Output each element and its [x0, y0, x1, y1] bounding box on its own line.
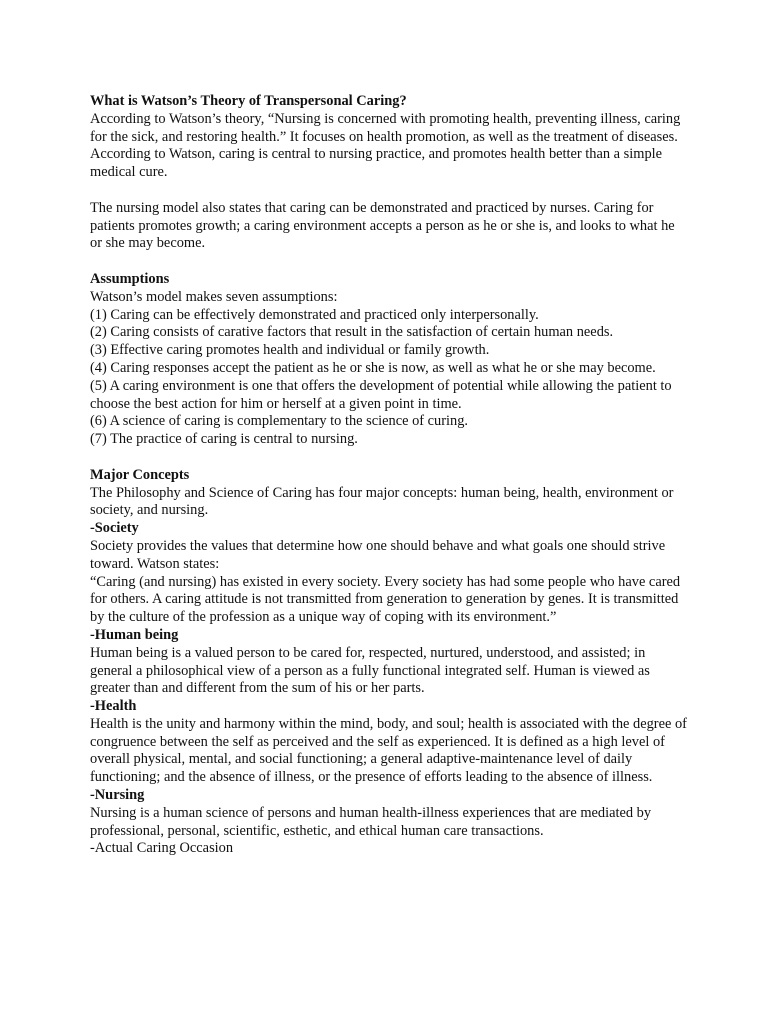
- major-concepts-heading: Major Concepts: [90, 466, 190, 483]
- assumption-item: (4) Caring responses accept the patient as he or she is now, as well as what he or she may become.: [90, 359, 656, 376]
- society-text: Society provides the values that determine how one should behave and what goals one should strive toward. Watson states:: [90, 537, 666, 572]
- health-text: Health is the unity and harmony within the mind, body, and soul; health is associated with the degree of congruence between the self as perceived and the self as experienced. It is defined as a high level of overall physical, mental, and social functioning; a general adaptive-maintenance level of daily functioning; and the absence of illness, or the presence of efforts leading to the absence of illness.: [90, 715, 687, 786]
- assumptions-heading: Assumptions: [90, 270, 170, 287]
- actual-caring-occasion-title: -Actual Caring Occasion: [90, 840, 234, 857]
- spacer: [90, 182, 690, 200]
- assumption-item: (7) The practice of caring is central to nursing.: [90, 431, 358, 448]
- assumption-item: (5) A caring environment is one that offers the development of potential while allowing the patient to choose the best action for him or herself at a given point in time.: [90, 377, 672, 412]
- major-concepts-intro: The Philosophy and Science of Caring has four major concepts: human being, health, environment or society, and nursing.: [90, 484, 674, 519]
- assumption-item: (1) Caring can be effectively demonstrated and practiced only interpersonally.: [90, 306, 539, 323]
- society-quote: “Caring (and nursing) has existed in every society. Every society has had some people who have cared for others. A caring attitude is not transmitted from generation to generation by genes. It is transmitted by the culture of the profession as a unique way of coping with its environment.”: [90, 573, 681, 626]
- assumptions-lead: Watson’s model makes seven assumptions:: [90, 288, 338, 305]
- spacer: [90, 449, 690, 467]
- assumption-item: (2) Caring consists of carative factors that result in the satisfaction of certain human needs.: [90, 324, 614, 341]
- document-page: [90, 93, 690, 858]
- spacer: [90, 253, 690, 271]
- document-title: What is Watson’s Theory of Transpersonal Caring?: [90, 93, 407, 109]
- human-being-text: Human being is a valued person to be cared for, respected, nurtured, understood, and assisted; in general a philosophical view of a person as a fully functional integrated self. Human is viewed as greater than and different from the sum of his or her parts.: [90, 644, 650, 697]
- nursing-title: -Nursing: [90, 787, 145, 804]
- nursing-text: Nursing is a human science of persons and human health-illness experiences that are mediated by professional, personal, scientific, esthetic, and ethical human care transactions.: [90, 804, 652, 839]
- model-paragraph: The nursing model also states that caring can be demonstrated and practiced by nurses. Caring for patients promotes growth; a caring environment accepts a person as he or she is, and looks to what he or she may become.: [90, 199, 675, 252]
- human-being-title: -Human being: [90, 626, 179, 643]
- assumption-item: (3) Effective caring promotes health and individual or family growth.: [90, 342, 490, 359]
- assumption-item: (6) A science of caring is complementary to the science of curing.: [90, 413, 469, 430]
- intro-paragraph: According to Watson’s theory, “Nursing is concerned with promoting health, preventing illness, caring for the sick, and restoring health.” It focuses on health promotion, as well as the treatment of diseases. According to Watson, caring is central to nursing practice, and promotes health better than a simple medical cure.: [90, 110, 681, 181]
- health-title: -Health: [90, 698, 137, 715]
- society-title: -Society: [90, 520, 139, 537]
